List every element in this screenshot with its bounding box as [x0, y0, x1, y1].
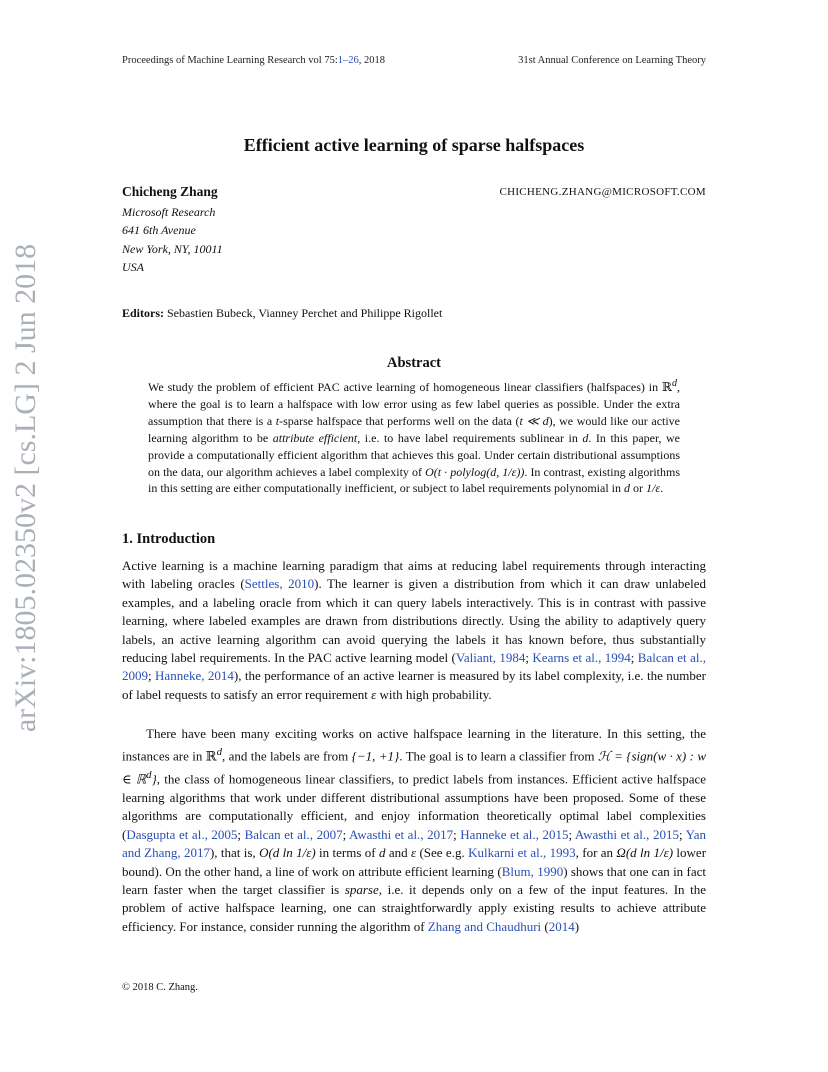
citation-link[interactable]: Awasthi et al., 2017: [349, 826, 454, 842]
citation-link[interactable]: Yan and Zhang, 2017: [122, 826, 707, 861]
page-range-link[interactable]: 1–26: [337, 55, 359, 66]
citation-link[interactable]: 2014: [548, 918, 575, 934]
author-email: CHICHENG.ZHANG@MICROSOFT.COM: [499, 186, 706, 198]
editors-line: Editors: Sebastien Bubeck, Vianney Perchet and Philippe Rigollet: [122, 306, 443, 320]
citation-link[interactable]: Balcan et al., 2009: [122, 650, 706, 684]
section-heading: 1. Introduction: [122, 531, 216, 547]
running-header-left: Proceedings of Machine Learning Research vol 75:1–26, 2018: [122, 55, 386, 66]
citation-link[interactable]: Kearns et al., 1994: [532, 650, 631, 666]
intro-paragraph-1: Active learning is a machine learning paradigm that aims at reducing label requirements through interacting with labeling oracles (Settles, 2010). The learner is given a distribution from which it can draw unlabeled examples, and a labeling oracle from which it can query labels interactively. This is in contrast with passive learning, where labeled examples are drawn from distributions directly. Using the ability to adaptively query labels, an active learning algorithm can avoid querying the labels it has known before, thus substantially reducing label requirements. In the PAC active learning model (Valiant, 1984; Kearns et al., 1994; Balcan et al., 2009; Hanneke, 2014), the performance of an active learner is measured by its label complexity, i.e. the number of label requests to satisfy an error requirement ε with high probability.: [122, 558, 706, 702]
citation-link[interactable]: Blum, 1990: [501, 863, 564, 879]
affiliation-line: USA: [122, 260, 144, 274]
citation-link[interactable]: Zhang and Chaudhuri: [427, 918, 542, 934]
citation-link[interactable]: Balcan et al., 2007: [244, 826, 343, 842]
arxiv-stamp: [3, 238, 47, 738]
arxiv-stamp-text: arXiv:1805.02350v2 [cs.LG] 2 Jun 2018: [9, 243, 42, 733]
copyright-footer: © 2018 C. Zhang.: [122, 982, 198, 993]
citation-link[interactable]: Hanneke et al., 2015: [460, 826, 569, 842]
citation-link[interactable]: Awasthi et al., 2015: [574, 826, 679, 842]
intro-paragraph-2: There have been many exciting works on active halfspace learning in the literature. In this setting, the instances are in ℝ$^d$, and the labels are from {−1, +1}. The goal is to learn a classifier from ℋ = {sign(w · x) : w ∈ ℝ$^d$}, the class of homogeneous linear classifiers, to predict labels from instances. Efficient active halfspace learning algorithms that work under different distributional assumptions have been proposed. Some of these algorithms are computationally efficient, and enjoy information theoretically optimal label complexities (Dasgupta et al., 2005; Balcan et al., 2007; Awasthi et al., 2017; Hanneke et al., 2015; Awasthi et al., 2015; Yan and Zhang, 2017), that is, O(d ln 1/ε) in terms of d and ε (See e.g. Kulkarni et al., 1993, for an Ω(d ln 1/ε) lower bound). On the other hand, a line of work on attribute efficient learning (Blum, 1990) shows that one can in fact learn faster when the target classifier is sparse, i.e. it depends only on a few of the input features. In the problem of active halfspace learning, one can straightforwardly apply existing results to achieve attribute efficiency. For instance, consider running the algorithm of Zhang and Chaudhuri (2014): [122, 726, 707, 934]
affiliation-line: New York, NY, 10011: [122, 242, 223, 256]
citation-link[interactable]: Kulkarni et al., 1993: [468, 845, 576, 861]
paper-title: Efficient active learning of sparse halfspaces: [243, 135, 585, 155]
citation-link[interactable]: Settles, 2010: [244, 576, 315, 592]
citation-link[interactable]: Dasgupta et al., 2005: [126, 826, 238, 842]
citation-link[interactable]: Hanneke, 2014: [155, 668, 234, 684]
affiliation-line: Microsoft Research: [122, 205, 216, 219]
running-header-right: 31st Annual Conference on Learning Theory: [518, 55, 706, 66]
abstract-heading: Abstract: [387, 355, 441, 371]
citation-link[interactable]: Valiant, 1984: [455, 650, 526, 666]
abstract-body: We study the problem of efficient PAC active learning of homogeneous linear classifiers (halfspaces) in ℝ$^d$, where the goal is to learn a halfspace with low error using as few label queries as possible. Under the extra assumption that there is a t-sparse halfspace that performs well on the data (t ≪ d), we would like our active learning algorithm to be attribute efficient, i.e. to have label requirements sublinear in d. In this paper, we provide a computationally efficient algorithm that achieves this goal. Under certain distributional assumptions on the data, our algorithm achieves a label complexity of O(t · polylog(d, 1/ε)). In contrast, existing algorithms in this setting are either computationally inefficient, or subject to label requirements polynomial in d or 1/ε.: [148, 378, 681, 496]
affiliation-line: 641 6th Avenue: [122, 223, 196, 237]
author-name: Chicheng Zhang: [122, 184, 218, 199]
